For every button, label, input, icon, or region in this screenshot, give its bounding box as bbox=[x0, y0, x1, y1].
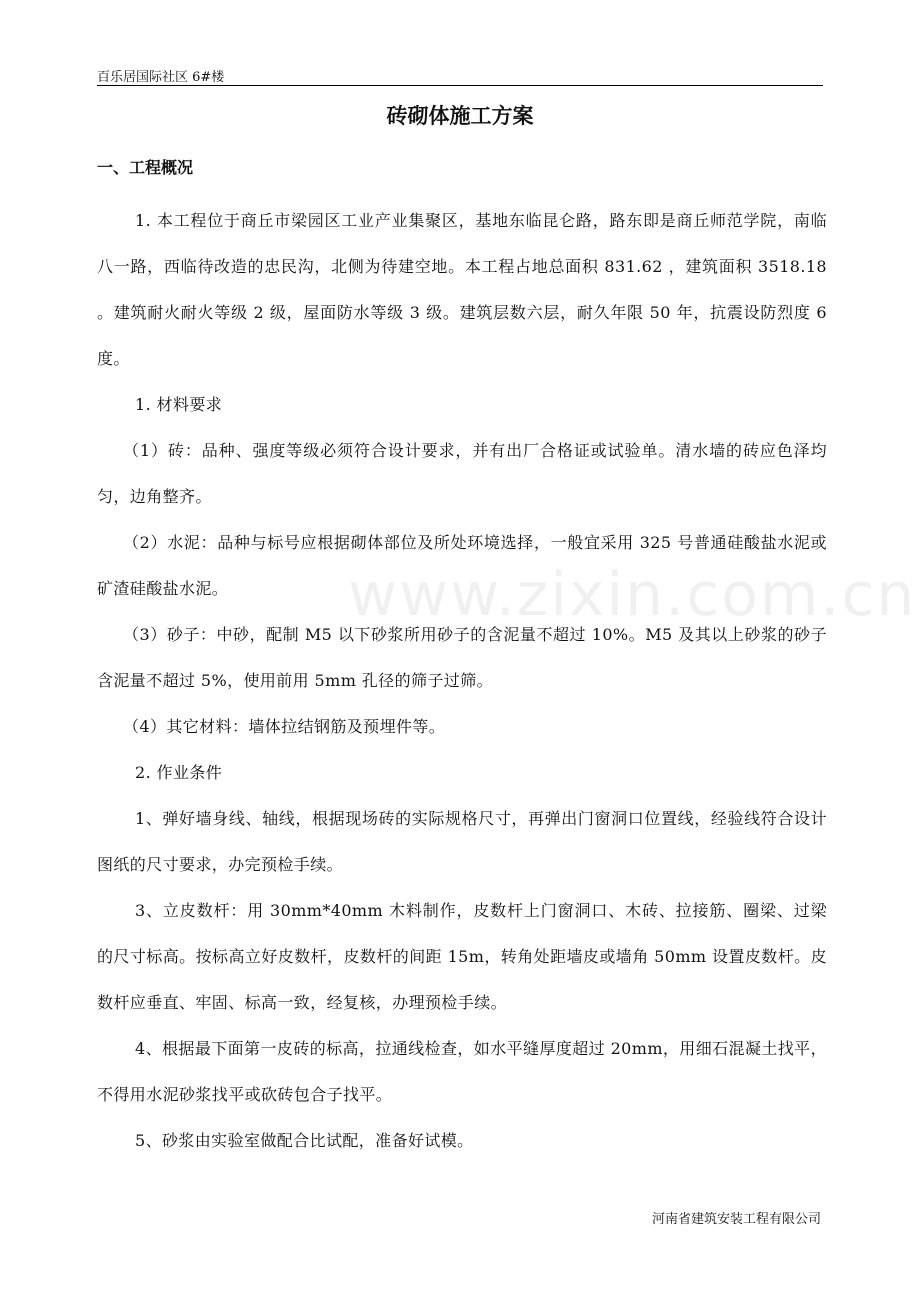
watermark: www.zixin.com.cn bbox=[348, 560, 917, 630]
paragraph-other-materials: （4）其它材料：墙体拉结钢筋及预埋件等。 bbox=[123, 717, 446, 736]
page-footer: 河南省建筑安装工程有限公司 bbox=[651, 1212, 821, 1227]
header-divider bbox=[97, 85, 823, 86]
paragraph-work-conditions: 2. 作业条件 bbox=[135, 763, 223, 782]
paragraph-condition-4: 4、根据最下面第一皮砖的标高，拉通线检查，如水平缝厚度超过 20mm，用细石混凝土找平，不得用水泥砂浆找平或砍砖包合子找平。 bbox=[97, 1039, 827, 1104]
paragraph-project-location: 1. 本工程位于商丘市梁园区工业产业集聚区，基地东临昆仑路，路东即是商丘师范学院，南临八一路，西临待改造的忠民沟，北侧为待建空地。本工程占地总面积 831.62 ，建筑面积 3518.18 。建筑耐火耐火等级 2 级，屋面防水等级 3 级。建筑层数六层，耐久年限 50 年，抗震设防烈度 6 度。 bbox=[97, 211, 827, 368]
page-header: 百乐居国际社区 6#楼 bbox=[97, 70, 225, 85]
paragraph-brick: （1）砖：品种、强度等级必须符合设计要求，并有出厂合格证或试验单。清水墙的砖应色泽均匀，边角整齐。 bbox=[97, 441, 827, 506]
document-body bbox=[97, 198, 827, 1164]
paragraph-condition-5: 5、砂浆由实验室做配合比试配，准备好试模。 bbox=[135, 1131, 474, 1150]
paragraph-condition-1: 1、弹好墙身线、轴线，根据现场砖的实际规格尺寸，再弹出门窗洞口位置线，经验线符合设计图纸的尺寸要求，办完预检手续。 bbox=[97, 809, 827, 874]
section-heading: 一、工程概况 bbox=[97, 158, 194, 177]
paragraph-sand: （3）砂子：中砂，配制 M5 以下砂浆所用砂子的含泥量不超过 10%。M5 及其以上砂浆的砂子含泥量不超过 5%，使用前用 5mm 孔径的筛子过筛。 bbox=[97, 625, 827, 690]
document-title: 砖砌体施工方案 bbox=[386, 104, 534, 128]
paragraph-material-requirements: 1. 材料要求 bbox=[135, 395, 223, 414]
paragraph-condition-3: 3、立皮数杆：用 30mm*40mm 木料制作，皮数杆上门窗洞口、木砖、拉接筋、圈梁、过梁的尺寸标高。按标高立好皮数杆，皮数杆的间距 15m，转角处距墙皮或墙角 50mm 设置皮数杆。皮数杆应垂直、牢固、标高一致，经复核，办理预检手续。 bbox=[97, 901, 827, 1012]
paragraph-cement: （2）水泥：品种与标号应根据砌体部位及所处环境选择，一般宜采用 325 号普通硅酸盐水泥或矿渣硅酸盐水泥。 bbox=[97, 533, 827, 598]
